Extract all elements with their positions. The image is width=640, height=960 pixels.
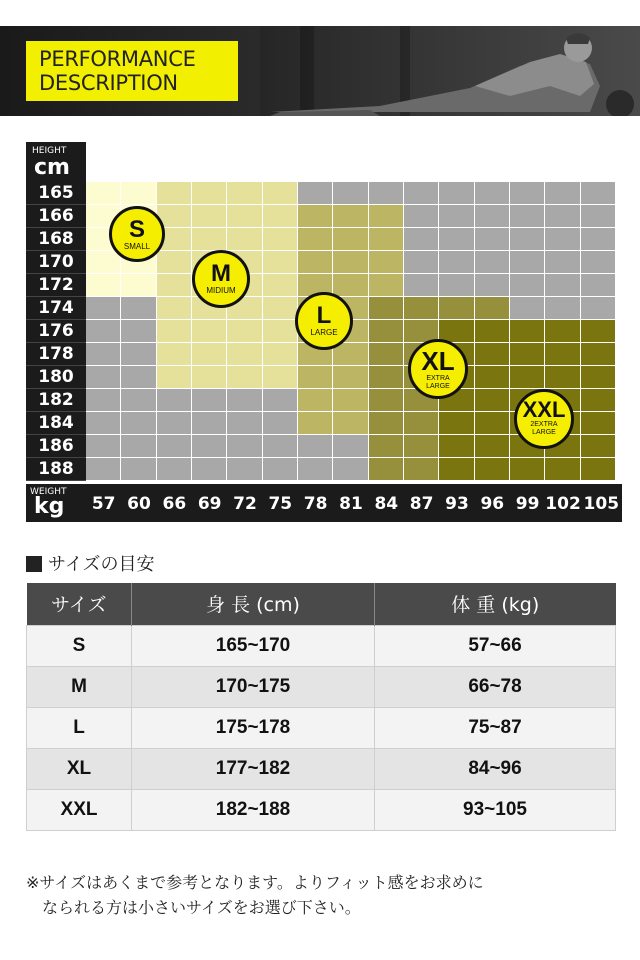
chart-cell bbox=[86, 435, 121, 458]
chart-cell bbox=[333, 458, 368, 481]
chart-cell bbox=[227, 343, 262, 366]
chart-cell bbox=[475, 366, 510, 389]
weight-axis-unit: kg bbox=[34, 494, 65, 519]
chart-cell bbox=[404, 435, 439, 458]
size-cell: L bbox=[27, 707, 132, 748]
chart-cell bbox=[86, 412, 121, 435]
size-badge-word: MIDIUM bbox=[206, 286, 236, 295]
weight-axis-small: WEIGHT bbox=[30, 487, 67, 497]
chart-cell bbox=[475, 320, 510, 343]
chart-cell bbox=[510, 205, 545, 228]
chart-cell bbox=[263, 182, 298, 205]
chart-cell bbox=[227, 228, 262, 251]
table-header-row bbox=[27, 583, 616, 625]
chart-cell bbox=[333, 412, 368, 435]
height-tick-label: 172 bbox=[26, 274, 86, 297]
weight-tick-label: 105 bbox=[581, 484, 622, 522]
chart-cell bbox=[86, 366, 121, 389]
weight-cell: 57~66 bbox=[375, 625, 616, 666]
chart-cell bbox=[227, 205, 262, 228]
chart-cell bbox=[369, 251, 404, 274]
chart-cell bbox=[545, 228, 580, 251]
size-badge-code: XL bbox=[421, 346, 455, 376]
chart-cell bbox=[545, 182, 580, 205]
chart-cell bbox=[298, 458, 333, 481]
chart-cell bbox=[121, 297, 156, 320]
size-badge-xxl bbox=[514, 389, 574, 449]
chart-cell bbox=[86, 182, 121, 205]
chart-cell bbox=[86, 274, 121, 297]
chart-cell bbox=[581, 205, 616, 228]
chart-cell bbox=[157, 274, 192, 297]
size-guide-title bbox=[26, 550, 155, 576]
chart-cell bbox=[369, 389, 404, 412]
chart-cell bbox=[121, 458, 156, 481]
weight-tick-label: 96 bbox=[475, 484, 510, 522]
weight-tick-label: 78 bbox=[298, 484, 333, 522]
chart-cell bbox=[157, 251, 192, 274]
size-badge-code: XXL bbox=[522, 397, 566, 422]
chart-cell bbox=[475, 251, 510, 274]
chart-cell bbox=[439, 251, 474, 274]
size-badge-xl bbox=[408, 339, 468, 399]
weight-tick-label: 69 bbox=[192, 484, 227, 522]
chart-cell bbox=[439, 297, 474, 320]
size-badge-word: LARGE bbox=[310, 328, 338, 337]
chart-cell bbox=[157, 297, 192, 320]
weight-cell: 84~96 bbox=[375, 748, 616, 789]
chart-cell bbox=[192, 366, 227, 389]
weight-cell: 93~105 bbox=[375, 789, 616, 830]
chart-cell bbox=[404, 182, 439, 205]
size-badge-code: L bbox=[316, 302, 332, 329]
height-tick-label: 188 bbox=[26, 458, 86, 481]
chart-cell bbox=[510, 343, 545, 366]
chart-cell bbox=[404, 458, 439, 481]
chart-cell bbox=[369, 343, 404, 366]
chart-cell bbox=[545, 274, 580, 297]
chart-cell bbox=[369, 320, 404, 343]
table-row bbox=[27, 748, 616, 789]
height-tick-label: 178 bbox=[26, 343, 86, 366]
chart-cell bbox=[263, 412, 298, 435]
height-tick-label: 186 bbox=[26, 435, 86, 458]
chart-cell bbox=[404, 274, 439, 297]
chart-cell bbox=[263, 343, 298, 366]
height-tick-label: 165 bbox=[26, 182, 86, 205]
chart-cell bbox=[439, 182, 474, 205]
chart-cell bbox=[192, 389, 227, 412]
size-badge-word: SMALL bbox=[123, 242, 151, 251]
chart-cell bbox=[545, 251, 580, 274]
chart-cell bbox=[581, 366, 616, 389]
chart-cell bbox=[333, 182, 368, 205]
weight-tick-label: 81 bbox=[333, 484, 368, 522]
size-badge-m bbox=[192, 250, 250, 308]
chart-cell bbox=[192, 458, 227, 481]
height-tick-label: 174 bbox=[26, 297, 86, 320]
chart-cell bbox=[263, 228, 298, 251]
chart-cell bbox=[545, 343, 580, 366]
chart-cell bbox=[475, 458, 510, 481]
height-axis-label bbox=[26, 142, 86, 182]
chart-cell bbox=[121, 182, 156, 205]
chart-cell bbox=[192, 343, 227, 366]
weight-tick-label: 93 bbox=[439, 484, 474, 522]
chart-cell bbox=[298, 366, 333, 389]
chart-cell bbox=[121, 366, 156, 389]
chart-cell bbox=[263, 205, 298, 228]
chart-cell bbox=[475, 412, 510, 435]
chart-cell bbox=[404, 297, 439, 320]
chart-cell bbox=[227, 412, 262, 435]
chart-cell bbox=[475, 205, 510, 228]
chart-cell bbox=[86, 320, 121, 343]
chart-cell bbox=[227, 320, 262, 343]
chart-cell bbox=[510, 182, 545, 205]
chart-cell bbox=[192, 320, 227, 343]
chart-cell bbox=[192, 205, 227, 228]
banner-title bbox=[26, 41, 238, 101]
weight-tick-label: 84 bbox=[369, 484, 404, 522]
chart-cell bbox=[439, 228, 474, 251]
chart-cell bbox=[369, 297, 404, 320]
chart-cell bbox=[298, 205, 333, 228]
height-cell: 177~182 bbox=[132, 748, 375, 789]
weight-tick-label: 66 bbox=[157, 484, 192, 522]
chart-cell bbox=[121, 320, 156, 343]
chart-cell bbox=[545, 320, 580, 343]
chart-cell bbox=[333, 389, 368, 412]
chart-cell bbox=[581, 251, 616, 274]
chart-cell bbox=[475, 435, 510, 458]
chart-cell bbox=[192, 435, 227, 458]
table-row bbox=[27, 707, 616, 748]
table-row bbox=[27, 625, 616, 666]
weight-tick-label: 99 bbox=[510, 484, 545, 522]
weight-tick-label: 72 bbox=[227, 484, 262, 522]
chart-cell bbox=[581, 458, 616, 481]
chart-cell bbox=[545, 297, 580, 320]
chart-cell bbox=[369, 228, 404, 251]
chart-cell bbox=[333, 366, 368, 389]
chart-cell bbox=[227, 458, 262, 481]
chart-cell bbox=[333, 251, 368, 274]
table-row bbox=[27, 666, 616, 707]
size-note-line1: ※サイズはあくまで参考となります。よりフィット感をお求めに bbox=[26, 873, 484, 892]
chart-cell bbox=[475, 182, 510, 205]
chart-cell bbox=[581, 389, 616, 412]
header-height: 身 長 (cm) bbox=[132, 583, 375, 625]
chart-cell bbox=[157, 366, 192, 389]
weight-tick-label: 102 bbox=[545, 484, 580, 522]
chart-cell bbox=[121, 435, 156, 458]
banner-title-line2: DESCRIPTION bbox=[39, 71, 178, 95]
weight-axis-label bbox=[26, 484, 86, 522]
weight-tick-label: 57 bbox=[86, 484, 121, 522]
chart-cell bbox=[439, 412, 474, 435]
height-axis-small: HEIGHT bbox=[32, 146, 67, 156]
chart-cell bbox=[475, 389, 510, 412]
chart-cell bbox=[192, 182, 227, 205]
chart-cell bbox=[227, 366, 262, 389]
chart-cell bbox=[475, 343, 510, 366]
chart-cell bbox=[121, 389, 156, 412]
chart-cell bbox=[475, 297, 510, 320]
chart-cell bbox=[227, 389, 262, 412]
chart-cell bbox=[510, 297, 545, 320]
chart-cell bbox=[227, 435, 262, 458]
chart-cell bbox=[86, 389, 121, 412]
size-badge-word: EXTRA LARGE bbox=[426, 375, 450, 390]
chart-cell bbox=[263, 435, 298, 458]
size-badge-code: M bbox=[211, 260, 231, 287]
height-tick-label: 170 bbox=[26, 251, 86, 274]
chart-cell bbox=[298, 228, 333, 251]
chart-cell bbox=[369, 435, 404, 458]
chart-cell bbox=[439, 458, 474, 481]
chart-cell bbox=[404, 251, 439, 274]
chart-cell bbox=[581, 274, 616, 297]
chart-cell bbox=[581, 343, 616, 366]
size-cell: XL bbox=[27, 748, 132, 789]
chart-cell bbox=[369, 458, 404, 481]
chart-cell bbox=[263, 274, 298, 297]
chart-cell bbox=[404, 205, 439, 228]
chart-cell bbox=[545, 205, 580, 228]
chart-cell bbox=[333, 435, 368, 458]
chart-cell bbox=[157, 458, 192, 481]
weight-cell: 75~87 bbox=[375, 707, 616, 748]
size-badge-l bbox=[295, 292, 353, 350]
chart-cell bbox=[86, 251, 121, 274]
chart-cell bbox=[581, 320, 616, 343]
height-tick-label: 176 bbox=[26, 320, 86, 343]
chart-cell bbox=[86, 343, 121, 366]
chart-cell bbox=[157, 412, 192, 435]
chart-cell bbox=[545, 458, 580, 481]
chart-cell bbox=[510, 274, 545, 297]
chart-cell bbox=[545, 366, 580, 389]
size-cell: M bbox=[27, 666, 132, 707]
chart-cell bbox=[581, 182, 616, 205]
chart-cell bbox=[510, 251, 545, 274]
chart-cell bbox=[263, 366, 298, 389]
size-guide-table bbox=[26, 583, 616, 831]
height-tick-label: 182 bbox=[26, 389, 86, 412]
size-badge-code: S bbox=[128, 216, 145, 243]
chart-cell bbox=[510, 228, 545, 251]
table-row bbox=[27, 789, 616, 830]
chart-cell bbox=[157, 320, 192, 343]
height-tick-label: 180 bbox=[26, 366, 86, 389]
chart-cell bbox=[157, 389, 192, 412]
chart-cell bbox=[475, 228, 510, 251]
size-badge-s bbox=[109, 206, 165, 262]
chart-cell bbox=[298, 435, 333, 458]
height-cell: 170~175 bbox=[132, 666, 375, 707]
chart-cell bbox=[157, 343, 192, 366]
header-size: サイズ bbox=[27, 583, 132, 625]
chart-cell bbox=[192, 412, 227, 435]
chart-cell bbox=[510, 320, 545, 343]
chart-cell bbox=[581, 435, 616, 458]
size-cell: S bbox=[27, 625, 132, 666]
chart-cell bbox=[333, 228, 368, 251]
chart-cell bbox=[298, 251, 333, 274]
chart-cell bbox=[439, 435, 474, 458]
size-note-line2: なられる方は小さいサイズをお選び下さい。 bbox=[42, 898, 361, 917]
chart-cell bbox=[298, 389, 333, 412]
size-cell: XXL bbox=[27, 789, 132, 830]
chart-cell bbox=[475, 274, 510, 297]
height-cell: 182~188 bbox=[132, 789, 375, 830]
size-note bbox=[26, 870, 616, 920]
chart-cell bbox=[369, 412, 404, 435]
size-badge-word: 2EXTRA LARGE bbox=[530, 421, 558, 436]
chart-cell bbox=[298, 412, 333, 435]
header-banner bbox=[0, 26, 640, 116]
banner-title-line1: PERFORMANCE bbox=[39, 47, 196, 71]
chart-cell bbox=[157, 182, 192, 205]
athlete-photo bbox=[260, 26, 640, 116]
chart-cell bbox=[263, 297, 298, 320]
chart-cell bbox=[404, 228, 439, 251]
height-tick-label: 168 bbox=[26, 228, 86, 251]
chart-cell bbox=[333, 274, 368, 297]
chart-cell bbox=[263, 389, 298, 412]
chart-cell bbox=[510, 458, 545, 481]
chart-cell bbox=[369, 274, 404, 297]
chart-cell bbox=[157, 435, 192, 458]
height-cell: 165~170 bbox=[132, 625, 375, 666]
chart-cell bbox=[121, 343, 156, 366]
weight-cell: 66~78 bbox=[375, 666, 616, 707]
chart-cell bbox=[333, 343, 368, 366]
chart-cell bbox=[86, 297, 121, 320]
chart-cell bbox=[263, 251, 298, 274]
chart-cell bbox=[404, 412, 439, 435]
chart-cell bbox=[263, 320, 298, 343]
chart-cell bbox=[121, 274, 156, 297]
chart-cell bbox=[369, 205, 404, 228]
weight-tick-label: 87 bbox=[404, 484, 439, 522]
header-weight: 体 重 (kg) bbox=[375, 583, 616, 625]
height-tick-label: 184 bbox=[26, 412, 86, 435]
chart-cell bbox=[333, 205, 368, 228]
chart-cell bbox=[369, 366, 404, 389]
chart-cell bbox=[86, 458, 121, 481]
chart-cell bbox=[121, 412, 156, 435]
chart-cell bbox=[581, 412, 616, 435]
square-bullet-icon bbox=[26, 556, 42, 572]
weight-tick-label: 75 bbox=[263, 484, 298, 522]
chart-cell bbox=[369, 182, 404, 205]
chart-cell bbox=[298, 182, 333, 205]
height-axis-unit: cm bbox=[34, 155, 70, 180]
chart-cell bbox=[439, 205, 474, 228]
chart-cell bbox=[227, 182, 262, 205]
size-guide-title-text: サイズの目安 bbox=[48, 554, 155, 575]
chart-cell bbox=[263, 458, 298, 481]
chart-cell bbox=[510, 366, 545, 389]
height-cell: 175~178 bbox=[132, 707, 375, 748]
chart-cell bbox=[581, 297, 616, 320]
chart-cell bbox=[192, 228, 227, 251]
chart-cell bbox=[439, 274, 474, 297]
weight-tick-label: 60 bbox=[121, 484, 156, 522]
height-tick-label: 166 bbox=[26, 205, 86, 228]
chart-cell bbox=[581, 228, 616, 251]
